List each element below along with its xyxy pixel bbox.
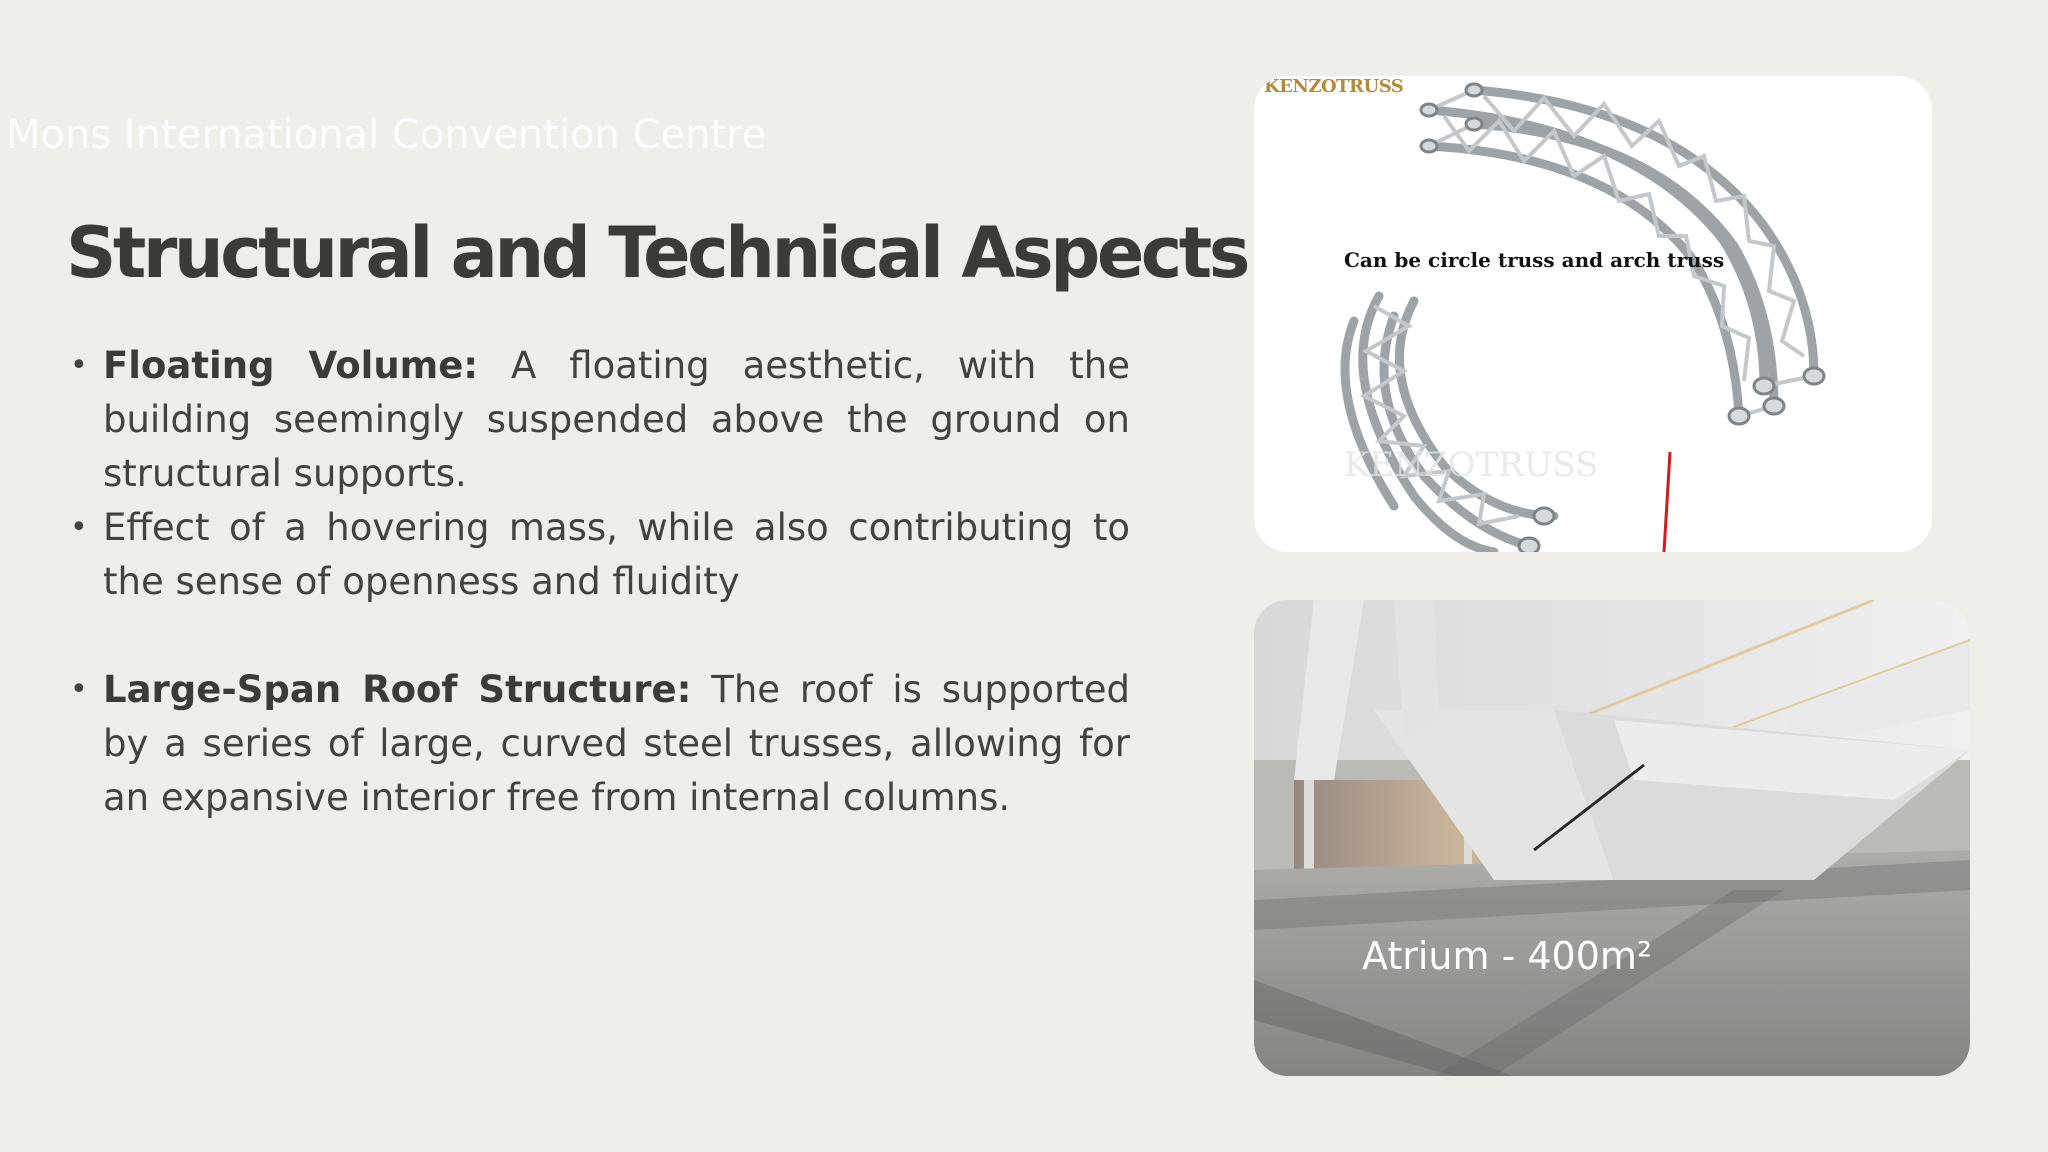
atrium-illustration [1254,600,1970,1076]
bullet-text: The roof is supported by a series of large, curved steel trusses, allowing for an expansive interior free from internal columns. [103,668,1130,819]
truss-caption: Can be circle truss and arch truss [1344,248,1725,272]
presentation-watermark: Mons International Convention Centre [6,112,767,158]
truss-image [1254,76,1932,552]
bullet-list [66,339,1130,825]
atrium-label: Atrium - 400m² [1362,934,1653,978]
bullet-label: Floating Volume: [103,344,479,387]
bullet-item [66,663,1130,825]
slide-title: Structural and Technical Aspects [66,212,1247,294]
truss-brand-logo: KENZOTRUSS [1264,76,1404,97]
bullet-dot: • [70,510,88,545]
truss-illustration [1254,76,1932,552]
bullet-dot: • [70,672,88,707]
bullet-text: Effect of a hovering mass, while also contributing to the sense of openness and fluidity [103,506,1130,603]
bullet-text: A floating aesthetic, with the building seemingly suspended above the ground on structural supports. [103,344,1130,495]
svg-text:KENZOTRUSS: KENZOTRUSS [1344,445,1599,485]
bullet-label: Large-Span Roof Structure: [103,668,692,711]
bullet-item [66,501,1130,609]
bullet-dot: • [70,348,88,383]
bullet-item [66,339,1130,501]
atrium-photo [1254,600,1970,1076]
